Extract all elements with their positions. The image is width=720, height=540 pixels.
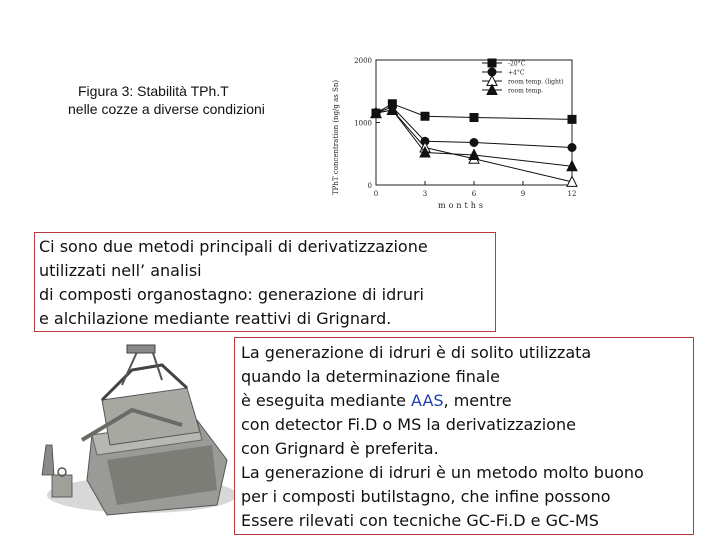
x-tick-label: 9 (520, 190, 526, 198)
hydride-line-6: La generazione di idruri è un metodo molto buono (241, 463, 644, 482)
data-point (568, 143, 577, 152)
hydride-generation-textbox (234, 337, 694, 535)
methods-line-3: di composti organostagno: generazione di idruri (39, 285, 424, 304)
chart-series-group (371, 99, 577, 186)
caption-line-2: nelle cozze a diverse condizioni (68, 101, 265, 117)
hydride-line-4: con detector Fi.D o MS la derivatizzazione (241, 415, 576, 434)
x-tick-label: 6 (471, 190, 477, 198)
methods-line-1: Ci sono due metodi principali di derivatizzazione (39, 237, 428, 256)
data-point (568, 115, 577, 124)
legend-label: room temp. (508, 87, 544, 95)
x-axis-label: months (437, 201, 487, 210)
stability-chart (322, 40, 592, 218)
methods-line-4: e alchilazione mediante reattivi di Grignard. (39, 309, 392, 328)
aas-highlight: AAS (411, 391, 444, 410)
data-point (470, 138, 479, 147)
hydride-line-3-pre: è eseguita mediante (241, 391, 412, 410)
hydride-line-8: Essere rilevati con tecniche GC-Fi.D e GC-MS (241, 511, 599, 530)
legend-marker (488, 59, 497, 68)
legend-label: -20°C (508, 60, 526, 68)
y-tick-label: 0 (367, 182, 372, 190)
hydride-line-7: per i composti butilstagno, che infine possono (241, 487, 611, 506)
legend-label: room temp. (light) (508, 78, 564, 86)
x-tick-label: 0 (373, 190, 379, 198)
mussel-sampling-cage-photo (22, 340, 237, 520)
x-tick-label: 3 (422, 190, 428, 198)
data-point (421, 112, 430, 121)
y-axis-label: TPhT concentration (ng/g as Sn) (332, 79, 340, 195)
data-point (470, 113, 479, 122)
hydride-line-5: con Grignard è preferita. (241, 439, 439, 458)
caption-line-1: Figura 3: Stabilità TPh.T (78, 83, 229, 99)
x-tick-label: 12 (567, 190, 577, 198)
hydride-line-1: La generazione di idruri è di solito utilizzata (241, 343, 592, 362)
y-tick-label: 1000 (354, 119, 372, 128)
y-tick-label: 2000 (354, 57, 372, 65)
legend-label: +4°C (508, 69, 525, 77)
chart-legend (482, 59, 564, 95)
figure-caption (68, 82, 318, 118)
methods-line-2: utilizzati nell’ analisi (39, 261, 202, 280)
methods-textbox (34, 232, 496, 332)
hydride-line-3-post: , mentre (443, 391, 512, 410)
hydride-line-2: quando la determinazione finale (241, 367, 501, 386)
hydride-line-3 (241, 389, 693, 413)
